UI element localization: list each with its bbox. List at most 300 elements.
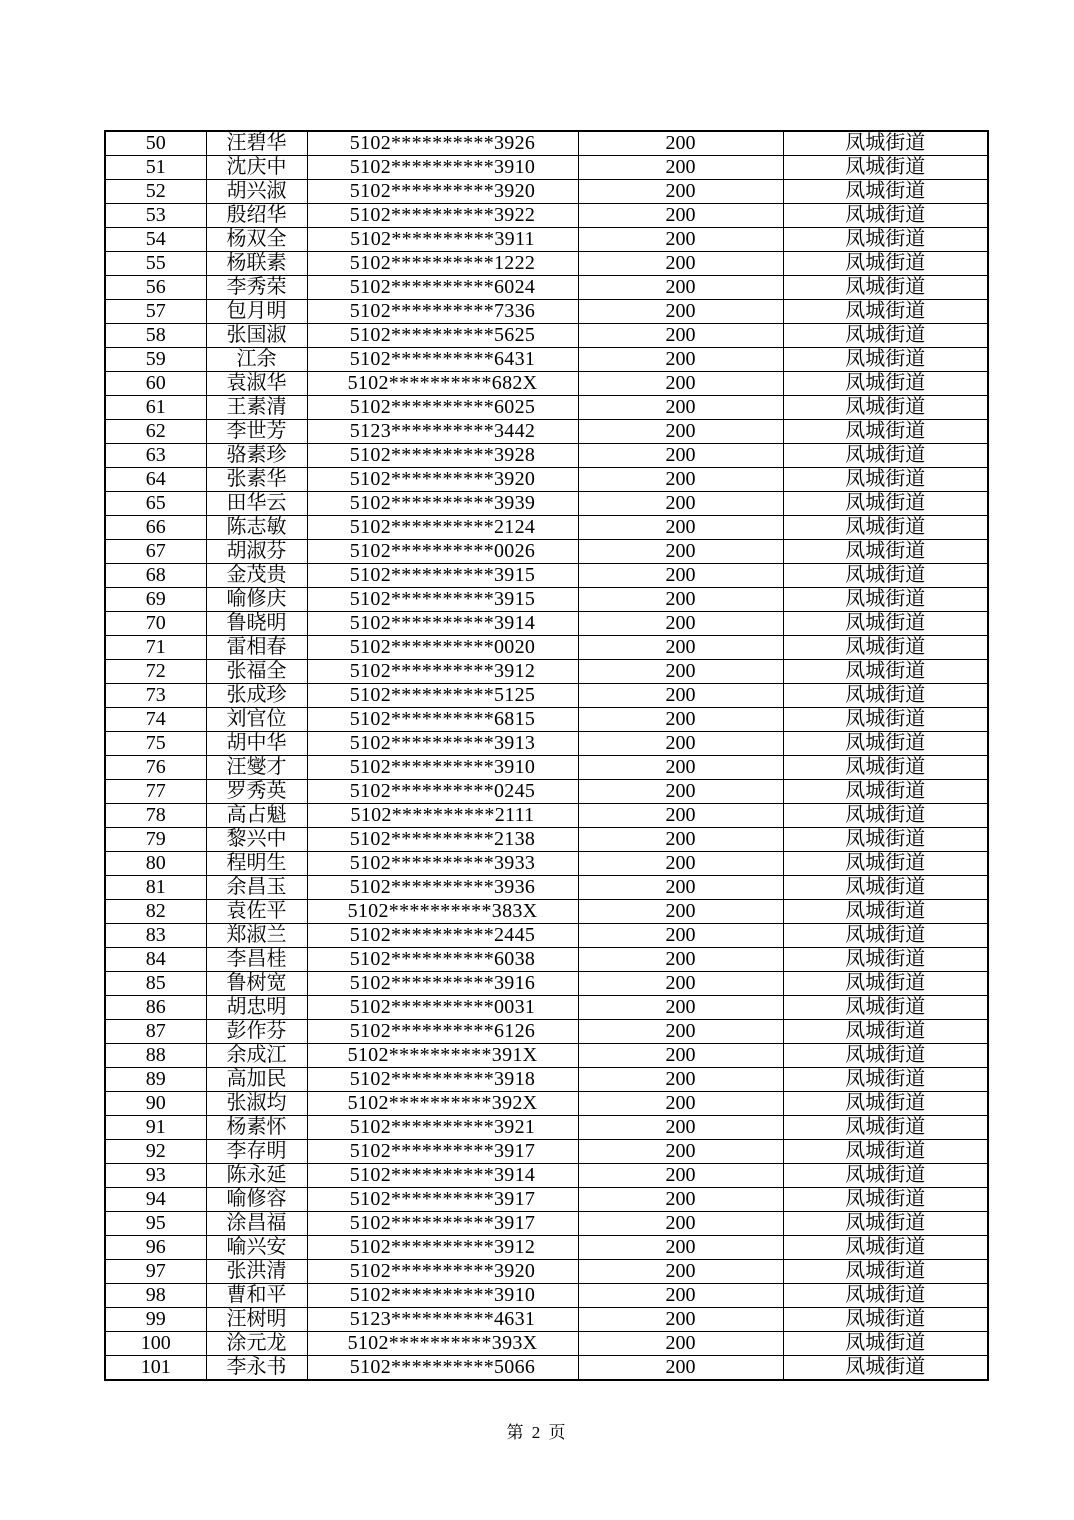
row-number-cell: 70: [105, 612, 206, 636]
row-number-cell: 93: [105, 1164, 206, 1188]
name-cell: 张淑均: [206, 1092, 307, 1116]
street-cell: 凤城街道: [783, 1068, 988, 1092]
table-row: [105, 996, 988, 1020]
id-number-cell: 5102**********3926: [307, 131, 578, 156]
name-cell: 李永书: [206, 1356, 307, 1381]
id-number-cell: 5102**********5625: [307, 324, 578, 348]
amount-cell: 200: [578, 1044, 783, 1068]
name-cell: 金茂贵: [206, 564, 307, 588]
table-row: [105, 444, 988, 468]
row-number-cell: 92: [105, 1140, 206, 1164]
amount-cell: 200: [578, 900, 783, 924]
row-number-cell: 91: [105, 1116, 206, 1140]
row-number-cell: 80: [105, 852, 206, 876]
street-cell: 凤城街道: [783, 708, 988, 732]
table-row: [105, 1284, 988, 1308]
street-cell: 凤城街道: [783, 588, 988, 612]
name-cell: 骆素珍: [206, 444, 307, 468]
amount-cell: 200: [578, 1356, 783, 1381]
id-number-cell: 5102**********3915: [307, 588, 578, 612]
name-cell: 鲁晓明: [206, 612, 307, 636]
street-cell: 凤城街道: [783, 131, 988, 156]
id-number-cell: 5123**********4631: [307, 1308, 578, 1332]
table-row: [105, 1188, 988, 1212]
table-row: [105, 1356, 988, 1381]
street-cell: 凤城街道: [783, 1140, 988, 1164]
amount-cell: 200: [578, 1020, 783, 1044]
name-cell: 张洪清: [206, 1260, 307, 1284]
id-number-cell: 5102**********6024: [307, 276, 578, 300]
table-row: [105, 372, 988, 396]
row-number-cell: 59: [105, 348, 206, 372]
name-cell: 高占魁: [206, 804, 307, 828]
street-cell: 凤城街道: [783, 732, 988, 756]
name-cell: 张成珍: [206, 684, 307, 708]
row-number-cell: 60: [105, 372, 206, 396]
table-row: [105, 828, 988, 852]
street-cell: 凤城街道: [783, 204, 988, 228]
name-cell: 王素清: [206, 396, 307, 420]
name-cell: 杨双全: [206, 228, 307, 252]
name-cell: 彭作芬: [206, 1020, 307, 1044]
street-cell: 凤城街道: [783, 1188, 988, 1212]
amount-cell: 200: [578, 732, 783, 756]
id-number-cell: 5102**********5125: [307, 684, 578, 708]
name-cell: 余昌玉: [206, 876, 307, 900]
row-number-cell: 63: [105, 444, 206, 468]
row-number-cell: 74: [105, 708, 206, 732]
amount-cell: 200: [578, 636, 783, 660]
row-number-cell: 57: [105, 300, 206, 324]
name-cell: 黎兴中: [206, 828, 307, 852]
row-number-cell: 77: [105, 780, 206, 804]
street-cell: 凤城街道: [783, 492, 988, 516]
id-number-cell: 5102**********0245: [307, 780, 578, 804]
amount-cell: 200: [578, 876, 783, 900]
table-row: [105, 516, 988, 540]
table-row: [105, 1140, 988, 1164]
id-number-cell: 5102**********0031: [307, 996, 578, 1020]
amount-cell: 200: [578, 1188, 783, 1212]
amount-cell: 200: [578, 1236, 783, 1260]
table-row: [105, 900, 988, 924]
name-cell: 喻修容: [206, 1188, 307, 1212]
street-cell: 凤城街道: [783, 828, 988, 852]
id-number-cell: 5102**********3918: [307, 1068, 578, 1092]
street-cell: 凤城街道: [783, 228, 988, 252]
name-cell: 包月明: [206, 300, 307, 324]
id-number-cell: 5102**********7336: [307, 300, 578, 324]
id-number-cell: 5102**********392X: [307, 1092, 578, 1116]
street-cell: 凤城街道: [783, 516, 988, 540]
amount-cell: 200: [578, 372, 783, 396]
amount-cell: 200: [578, 131, 783, 156]
name-cell: 雷相春: [206, 636, 307, 660]
id-number-cell: 5102**********3921: [307, 1116, 578, 1140]
name-cell: 杨素怀: [206, 1116, 307, 1140]
amount-cell: 200: [578, 780, 783, 804]
amount-cell: 200: [578, 1332, 783, 1356]
table-row: [105, 180, 988, 204]
table-row: [105, 252, 988, 276]
id-number-cell: 5102**********3913: [307, 732, 578, 756]
street-cell: 凤城街道: [783, 996, 988, 1020]
row-number-cell: 101: [105, 1356, 206, 1381]
table-row: [105, 540, 988, 564]
row-number-cell: 53: [105, 204, 206, 228]
id-number-cell: 5102**********3920: [307, 468, 578, 492]
amount-cell: 200: [578, 1308, 783, 1332]
id-number-cell: 5102**********3912: [307, 660, 578, 684]
street-cell: 凤城街道: [783, 420, 988, 444]
row-number-cell: 98: [105, 1284, 206, 1308]
row-number-cell: 100: [105, 1332, 206, 1356]
table-row: [105, 492, 988, 516]
table-row: [105, 708, 988, 732]
row-number-cell: 54: [105, 228, 206, 252]
id-number-cell: 5102**********6025: [307, 396, 578, 420]
row-number-cell: 73: [105, 684, 206, 708]
name-cell: 鲁树宽: [206, 972, 307, 996]
id-number-cell: 5102**********1222: [307, 252, 578, 276]
table-row: [105, 1116, 988, 1140]
id-number-cell: 5102**********2445: [307, 924, 578, 948]
id-number-cell: 5102**********3917: [307, 1188, 578, 1212]
row-number-cell: 65: [105, 492, 206, 516]
row-number-cell: 71: [105, 636, 206, 660]
name-cell: 李存明: [206, 1140, 307, 1164]
amount-cell: 200: [578, 156, 783, 180]
amount-cell: 200: [578, 924, 783, 948]
amount-cell: 200: [578, 1116, 783, 1140]
street-cell: 凤城街道: [783, 684, 988, 708]
id-number-cell: 5102**********3910: [307, 756, 578, 780]
table-row: [105, 660, 988, 684]
amount-cell: 200: [578, 252, 783, 276]
id-number-cell: 5102**********3915: [307, 564, 578, 588]
street-cell: 凤城街道: [783, 1332, 988, 1356]
amount-cell: 200: [578, 204, 783, 228]
table-row: [105, 684, 988, 708]
name-cell: 胡淑芬: [206, 540, 307, 564]
id-number-cell: 5102**********3916: [307, 972, 578, 996]
street-cell: 凤城街道: [783, 1164, 988, 1188]
id-number-cell: 5102**********2111: [307, 804, 578, 828]
id-number-cell: 5102**********5066: [307, 1356, 578, 1381]
row-number-cell: 72: [105, 660, 206, 684]
street-cell: 凤城街道: [783, 468, 988, 492]
name-cell: 汪树明: [206, 1308, 307, 1332]
table-row: [105, 852, 988, 876]
name-cell: 涂昌福: [206, 1212, 307, 1236]
street-cell: 凤城街道: [783, 1308, 988, 1332]
id-number-cell: 5102**********3922: [307, 204, 578, 228]
table-row: [105, 396, 988, 420]
table-row: [105, 300, 988, 324]
name-cell: 喻兴安: [206, 1236, 307, 1260]
amount-cell: 200: [578, 972, 783, 996]
id-number-cell: 5102**********3917: [307, 1212, 578, 1236]
street-cell: 凤城街道: [783, 1092, 988, 1116]
id-number-cell: 5102**********6038: [307, 948, 578, 972]
table-row: [105, 276, 988, 300]
name-cell: 田华云: [206, 492, 307, 516]
table-row: [105, 204, 988, 228]
table-row: [105, 876, 988, 900]
amount-cell: 200: [578, 1068, 783, 1092]
row-number-cell: 94: [105, 1188, 206, 1212]
name-cell: 袁佐平: [206, 900, 307, 924]
row-number-cell: 51: [105, 156, 206, 180]
row-number-cell: 87: [105, 1020, 206, 1044]
amount-cell: 200: [578, 420, 783, 444]
table-row: [105, 948, 988, 972]
row-number-cell: 66: [105, 516, 206, 540]
amount-cell: 200: [578, 396, 783, 420]
street-cell: 凤城街道: [783, 612, 988, 636]
table-row: [105, 1236, 988, 1260]
id-number-cell: 5102**********2138: [307, 828, 578, 852]
name-cell: 胡兴淑: [206, 180, 307, 204]
street-cell: 凤城街道: [783, 1044, 988, 1068]
street-cell: 凤城街道: [783, 252, 988, 276]
name-cell: 杨联素: [206, 252, 307, 276]
id-number-cell: 5102**********3939: [307, 492, 578, 516]
table-row: [105, 131, 988, 156]
row-number-cell: 62: [105, 420, 206, 444]
name-cell: 汪燮才: [206, 756, 307, 780]
amount-cell: 200: [578, 756, 783, 780]
table-row: [105, 564, 988, 588]
amount-cell: 200: [578, 300, 783, 324]
id-number-cell: 5123**********3442: [307, 420, 578, 444]
id-number-cell: 5102**********2124: [307, 516, 578, 540]
amount-cell: 200: [578, 564, 783, 588]
table-row: [105, 588, 988, 612]
table-row: [105, 156, 988, 180]
table-row: [105, 1212, 988, 1236]
table-row: [105, 924, 988, 948]
roster-table-body: [105, 131, 988, 1380]
street-cell: 凤城街道: [783, 276, 988, 300]
id-number-cell: 5102**********3910: [307, 1284, 578, 1308]
street-cell: 凤城街道: [783, 396, 988, 420]
page-number-footer: 第 2 页: [506, 1423, 568, 1442]
amount-cell: 200: [578, 588, 783, 612]
row-number-cell: 78: [105, 804, 206, 828]
name-cell: 罗秀英: [206, 780, 307, 804]
table-row: [105, 1260, 988, 1284]
street-cell: 凤城街道: [783, 1020, 988, 1044]
table-row: [105, 228, 988, 252]
amount-cell: 200: [578, 612, 783, 636]
row-number-cell: 69: [105, 588, 206, 612]
amount-cell: 200: [578, 948, 783, 972]
id-number-cell: 5102**********3912: [307, 1236, 578, 1260]
amount-cell: 200: [578, 804, 783, 828]
table-row: [105, 1020, 988, 1044]
row-number-cell: 88: [105, 1044, 206, 1068]
id-number-cell: 5102**********682X: [307, 372, 578, 396]
street-cell: 凤城街道: [783, 1260, 988, 1284]
amount-cell: 200: [578, 180, 783, 204]
street-cell: 凤城街道: [783, 1212, 988, 1236]
amount-cell: 200: [578, 540, 783, 564]
id-number-cell: 5102**********383X: [307, 900, 578, 924]
name-cell: 余成江: [206, 1044, 307, 1068]
row-number-cell: 75: [105, 732, 206, 756]
name-cell: 李秀荣: [206, 276, 307, 300]
amount-cell: 200: [578, 1092, 783, 1116]
row-number-cell: 81: [105, 876, 206, 900]
name-cell: 汪碧华: [206, 131, 307, 156]
name-cell: 殷绍华: [206, 204, 307, 228]
street-cell: 凤城街道: [783, 444, 988, 468]
amount-cell: 200: [578, 1284, 783, 1308]
street-cell: 凤城街道: [783, 900, 988, 924]
name-cell: 郑淑兰: [206, 924, 307, 948]
row-number-cell: 85: [105, 972, 206, 996]
name-cell: 陈永延: [206, 1164, 307, 1188]
street-cell: 凤城街道: [783, 804, 988, 828]
row-number-cell: 67: [105, 540, 206, 564]
street-cell: 凤城街道: [783, 324, 988, 348]
street-cell: 凤城街道: [783, 540, 988, 564]
row-number-cell: 99: [105, 1308, 206, 1332]
name-cell: 程明生: [206, 852, 307, 876]
street-cell: 凤城街道: [783, 1356, 988, 1381]
name-cell: 曹和平: [206, 1284, 307, 1308]
amount-cell: 200: [578, 828, 783, 852]
amount-cell: 200: [578, 1140, 783, 1164]
row-number-cell: 55: [105, 252, 206, 276]
street-cell: 凤城街道: [783, 636, 988, 660]
street-cell: 凤城街道: [783, 564, 988, 588]
row-number-cell: 50: [105, 131, 206, 156]
amount-cell: 200: [578, 516, 783, 540]
amount-cell: 200: [578, 444, 783, 468]
name-cell: 李世芳: [206, 420, 307, 444]
table-row: [105, 756, 988, 780]
row-number-cell: 58: [105, 324, 206, 348]
roster-table: [104, 130, 989, 1381]
id-number-cell: 5102**********6815: [307, 708, 578, 732]
id-number-cell: 5102**********3920: [307, 1260, 578, 1284]
name-cell: 沈庆中: [206, 156, 307, 180]
street-cell: 凤城街道: [783, 180, 988, 204]
amount-cell: 200: [578, 852, 783, 876]
row-number-cell: 64: [105, 468, 206, 492]
name-cell: 高加民: [206, 1068, 307, 1092]
amount-cell: 200: [578, 276, 783, 300]
amount-cell: 200: [578, 1164, 783, 1188]
id-number-cell: 5102**********391X: [307, 1044, 578, 1068]
row-number-cell: 97: [105, 1260, 206, 1284]
row-number-cell: 89: [105, 1068, 206, 1092]
street-cell: 凤城街道: [783, 1116, 988, 1140]
amount-cell: 200: [578, 684, 783, 708]
amount-cell: 200: [578, 1212, 783, 1236]
id-number-cell: 5102**********3911: [307, 228, 578, 252]
amount-cell: 200: [578, 708, 783, 732]
amount-cell: 200: [578, 324, 783, 348]
id-number-cell: 5102**********3928: [307, 444, 578, 468]
row-number-cell: 76: [105, 756, 206, 780]
name-cell: 张福全: [206, 660, 307, 684]
street-cell: 凤城街道: [783, 660, 988, 684]
street-cell: 凤城街道: [783, 1236, 988, 1260]
name-cell: 陈志敏: [206, 516, 307, 540]
row-number-cell: 95: [105, 1212, 206, 1236]
id-number-cell: 5102**********3920: [307, 180, 578, 204]
name-cell: 袁淑华: [206, 372, 307, 396]
table-row: [105, 804, 988, 828]
table-row: [105, 348, 988, 372]
street-cell: 凤城街道: [783, 372, 988, 396]
row-number-cell: 96: [105, 1236, 206, 1260]
row-number-cell: 90: [105, 1092, 206, 1116]
street-cell: 凤城街道: [783, 348, 988, 372]
id-number-cell: 5102**********0020: [307, 636, 578, 660]
name-cell: 李昌桂: [206, 948, 307, 972]
name-cell: 喻修庆: [206, 588, 307, 612]
table-row: [105, 1332, 988, 1356]
table-row: [105, 1164, 988, 1188]
row-number-cell: 83: [105, 924, 206, 948]
id-number-cell: 5102**********3917: [307, 1140, 578, 1164]
id-number-cell: 5102**********0026: [307, 540, 578, 564]
amount-cell: 200: [578, 996, 783, 1020]
id-number-cell: 5102**********6126: [307, 1020, 578, 1044]
row-number-cell: 56: [105, 276, 206, 300]
row-number-cell: 86: [105, 996, 206, 1020]
table-row: [105, 732, 988, 756]
name-cell: 张素华: [206, 468, 307, 492]
table-row: [105, 780, 988, 804]
id-number-cell: 5102**********3933: [307, 852, 578, 876]
street-cell: 凤城街道: [783, 972, 988, 996]
name-cell: 胡忠明: [206, 996, 307, 1020]
row-number-cell: 68: [105, 564, 206, 588]
id-number-cell: 5102**********3936: [307, 876, 578, 900]
street-cell: 凤城街道: [783, 876, 988, 900]
table-row: [105, 420, 988, 444]
name-cell: 江余: [206, 348, 307, 372]
id-number-cell: 5102**********3914: [307, 1164, 578, 1188]
id-number-cell: 5102**********6431: [307, 348, 578, 372]
street-cell: 凤城街道: [783, 852, 988, 876]
amount-cell: 200: [578, 1260, 783, 1284]
amount-cell: 200: [578, 228, 783, 252]
row-number-cell: 61: [105, 396, 206, 420]
table-row: [105, 468, 988, 492]
row-number-cell: 52: [105, 180, 206, 204]
name-cell: 刘官位: [206, 708, 307, 732]
table-row: [105, 1044, 988, 1068]
row-number-cell: 84: [105, 948, 206, 972]
table-row: [105, 972, 988, 996]
id-number-cell: 5102**********3914: [307, 612, 578, 636]
table-row: [105, 324, 988, 348]
street-cell: 凤城街道: [783, 924, 988, 948]
amount-cell: 200: [578, 660, 783, 684]
table-row: [105, 636, 988, 660]
id-number-cell: 5102**********393X: [307, 1332, 578, 1356]
row-number-cell: 82: [105, 900, 206, 924]
name-cell: 胡中华: [206, 732, 307, 756]
table-row: [105, 1308, 988, 1332]
street-cell: 凤城街道: [783, 300, 988, 324]
